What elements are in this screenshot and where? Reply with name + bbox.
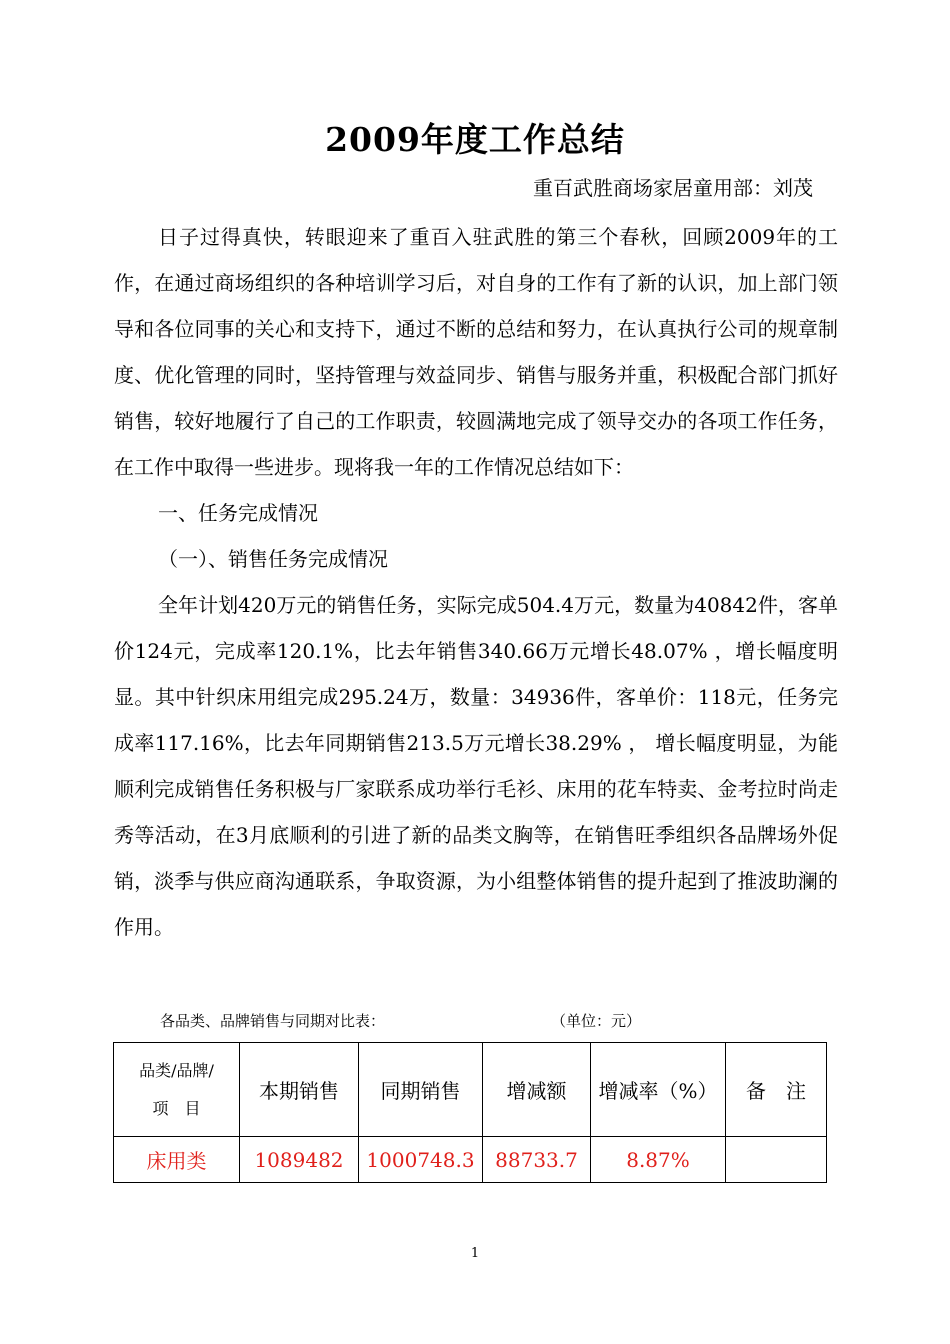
cell-rate: 8.87% xyxy=(591,1137,726,1183)
table-header-row xyxy=(114,1043,827,1137)
header-category xyxy=(114,1043,240,1137)
table-caption: 各品类、品牌销售与同期对比表： xyxy=(160,1012,386,1030)
header-current-sales: 本期销售 xyxy=(240,1043,359,1137)
sales-paragraph: 全年计划420万元的销售任务，实际完成504.4万元，数量为40842件，客单价124元，完成率120.1%，比去年销售340.66万元增长48.07% ，增长幅度明显。其中针织床用组完成295.24万，数量：34936件，客单价：118元，任务完成率117.16%，比去年同期销售213.5万元增长38.29% ， 增长幅度明显，为能顺利完成销售任务积极与厂家联系成功举行毛衫、床用的花车特卖、金考拉时尚走秀等活动，在3月底顺利的引进了新的品类文胸等，在销售旺季组织各品牌场外促销，淡季与供应商沟通联系，争取资源，为小组整体销售的提升起到了推波助澜的作用。 xyxy=(114,593,838,939)
cell-note xyxy=(726,1137,827,1183)
header-change-rate: 增减率（%） xyxy=(591,1043,726,1137)
table-unit-label: （单位：元） xyxy=(551,1012,642,1030)
cell-current: 1089482 xyxy=(240,1137,359,1183)
page-number: 1 xyxy=(470,1246,480,1261)
header-category-line1: 品类/品牌/ xyxy=(139,1060,214,1080)
document-body xyxy=(114,214,838,950)
cell-previous: 1000748.3 xyxy=(359,1137,483,1183)
section-heading-2: （一）、销售任务完成情况 xyxy=(158,547,388,571)
cell-category: 床用类 xyxy=(114,1137,240,1183)
table-row xyxy=(114,1137,827,1183)
header-note: 备 注 xyxy=(726,1043,827,1137)
header-category-line2: 项 目 xyxy=(152,1098,201,1118)
header-previous-sales: 同期销售 xyxy=(359,1043,483,1137)
header-change-amount: 增减额 xyxy=(483,1043,591,1137)
author-line: 重百武胜商场家居童用部：刘茂 xyxy=(533,176,813,200)
document-title: 2009年度工作总结 xyxy=(325,120,625,159)
intro-paragraph: 日子过得真快，转眼迎来了重百入驻武胜的第三个春秋，回顾2009年的工作，在通过商场组织的各种培训学习后，对自身的工作有了新的认识，加上部门领导和各位同事的关心和支持下，通过不断的总结和努力，在认真执行公司的规章制度、优化管理的同时，坚持管理与效益同步、销售与服务并重，积极配合部门抓好销售，较好地履行了自己的工作职责，较圆满地完成了领导交办的各项工作任务，在工作中取得一些进步。现将我一年的工作情况总结如下： xyxy=(114,225,838,479)
cell-change: 88733.7 xyxy=(483,1137,591,1183)
sales-comparison-table xyxy=(113,1042,827,1183)
section-heading-1: 一、任务完成情况 xyxy=(158,501,318,525)
